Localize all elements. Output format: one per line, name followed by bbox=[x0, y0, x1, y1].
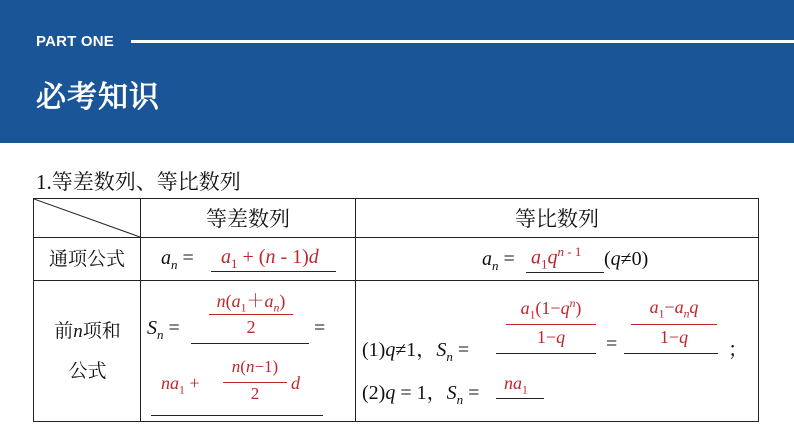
arith-general-lhs: $a_n$ = bbox=[161, 247, 194, 272]
arith-sum-blank1 bbox=[191, 343, 309, 344]
row-label-sum-line2: 公式 bbox=[68, 360, 107, 382]
geom-general-blank bbox=[526, 272, 604, 273]
row-label-sum-cell bbox=[34, 281, 141, 422]
formula-table bbox=[33, 198, 759, 422]
geom-sum-cell bbox=[356, 281, 759, 422]
geom-sum-case1-cond: (1)q≠1，$S_n$ = bbox=[362, 339, 470, 364]
arith-sum-answer2-term1: $na_1$ + bbox=[161, 373, 200, 397]
arith-general-blank bbox=[211, 271, 336, 272]
geom-sum-answer2-denominator: 1−q bbox=[659, 327, 689, 347]
geom-sum-blank1 bbox=[496, 353, 596, 354]
column-header-arithmetic: 等差数列 bbox=[141, 199, 356, 238]
arith-sum-answer2-d: d bbox=[291, 373, 300, 393]
arith-sum-answer1-bar bbox=[209, 314, 293, 315]
geom-sum-equals: = bbox=[606, 333, 618, 355]
geom-general-lhs: $a_n$ = bbox=[482, 248, 515, 273]
header-banner bbox=[0, 0, 794, 143]
geom-sum-answer1-bar bbox=[506, 324, 596, 325]
row-label-sum-line1: 前n项和 bbox=[54, 320, 121, 342]
geom-general-answer: $a_1q^{n - 1}$ bbox=[531, 244, 582, 272]
geom-general-cell bbox=[356, 238, 759, 281]
arith-sum-answer1-numerator: $n(a_1+a_n)$ bbox=[216, 291, 286, 315]
geom-sum-case2-cond: (2)q = 1，$S_n$ = bbox=[362, 382, 480, 407]
arith-sum-answer1-denominator: 2 bbox=[246, 317, 256, 337]
geom-sum-case2-blank bbox=[496, 398, 544, 399]
part-divider bbox=[131, 40, 794, 43]
arith-sum-answer2-numerator: n(n−1) bbox=[231, 357, 279, 376]
arith-sum-answer2-bar bbox=[223, 382, 287, 383]
geom-sum-answer1-denominator: 1−q bbox=[536, 327, 566, 347]
arith-general-answer: $a_1 + (n - 1)d$ bbox=[221, 246, 319, 271]
arith-sum-blank2 bbox=[151, 415, 323, 416]
geom-sum-answer2-bar bbox=[631, 324, 717, 325]
geom-sum-semicolon: ； bbox=[728, 339, 748, 361]
column-header-geometric: 等比数列 bbox=[356, 199, 759, 238]
row-label-general-term: 通项公式 bbox=[34, 238, 141, 281]
arith-sum-equals: = bbox=[314, 317, 326, 339]
geom-sum-answer2-numerator: $a_1-a_nq$ bbox=[649, 297, 699, 321]
arith-sum-lhs: $S_n$ = bbox=[147, 317, 180, 342]
geom-sum-case2-answer: $na_1$ bbox=[504, 373, 528, 397]
arith-general-cell bbox=[141, 238, 356, 281]
part-label: PART ONE bbox=[36, 33, 114, 50]
diagonal-header-cell bbox=[34, 199, 141, 238]
arith-sum-answer2-denominator: 2 bbox=[250, 384, 260, 403]
geom-sum-answer1-numerator: $a_1(1-q^n)$ bbox=[520, 297, 582, 322]
section-title: 1.等差数列、等比数列 bbox=[36, 170, 241, 194]
geom-general-condition: (q≠0) bbox=[604, 248, 649, 270]
geom-sum-blank2 bbox=[624, 353, 718, 354]
banner-title: 必考知识 bbox=[36, 80, 160, 115]
diagonal-line bbox=[34, 199, 140, 237]
arith-sum-cell bbox=[141, 281, 356, 422]
